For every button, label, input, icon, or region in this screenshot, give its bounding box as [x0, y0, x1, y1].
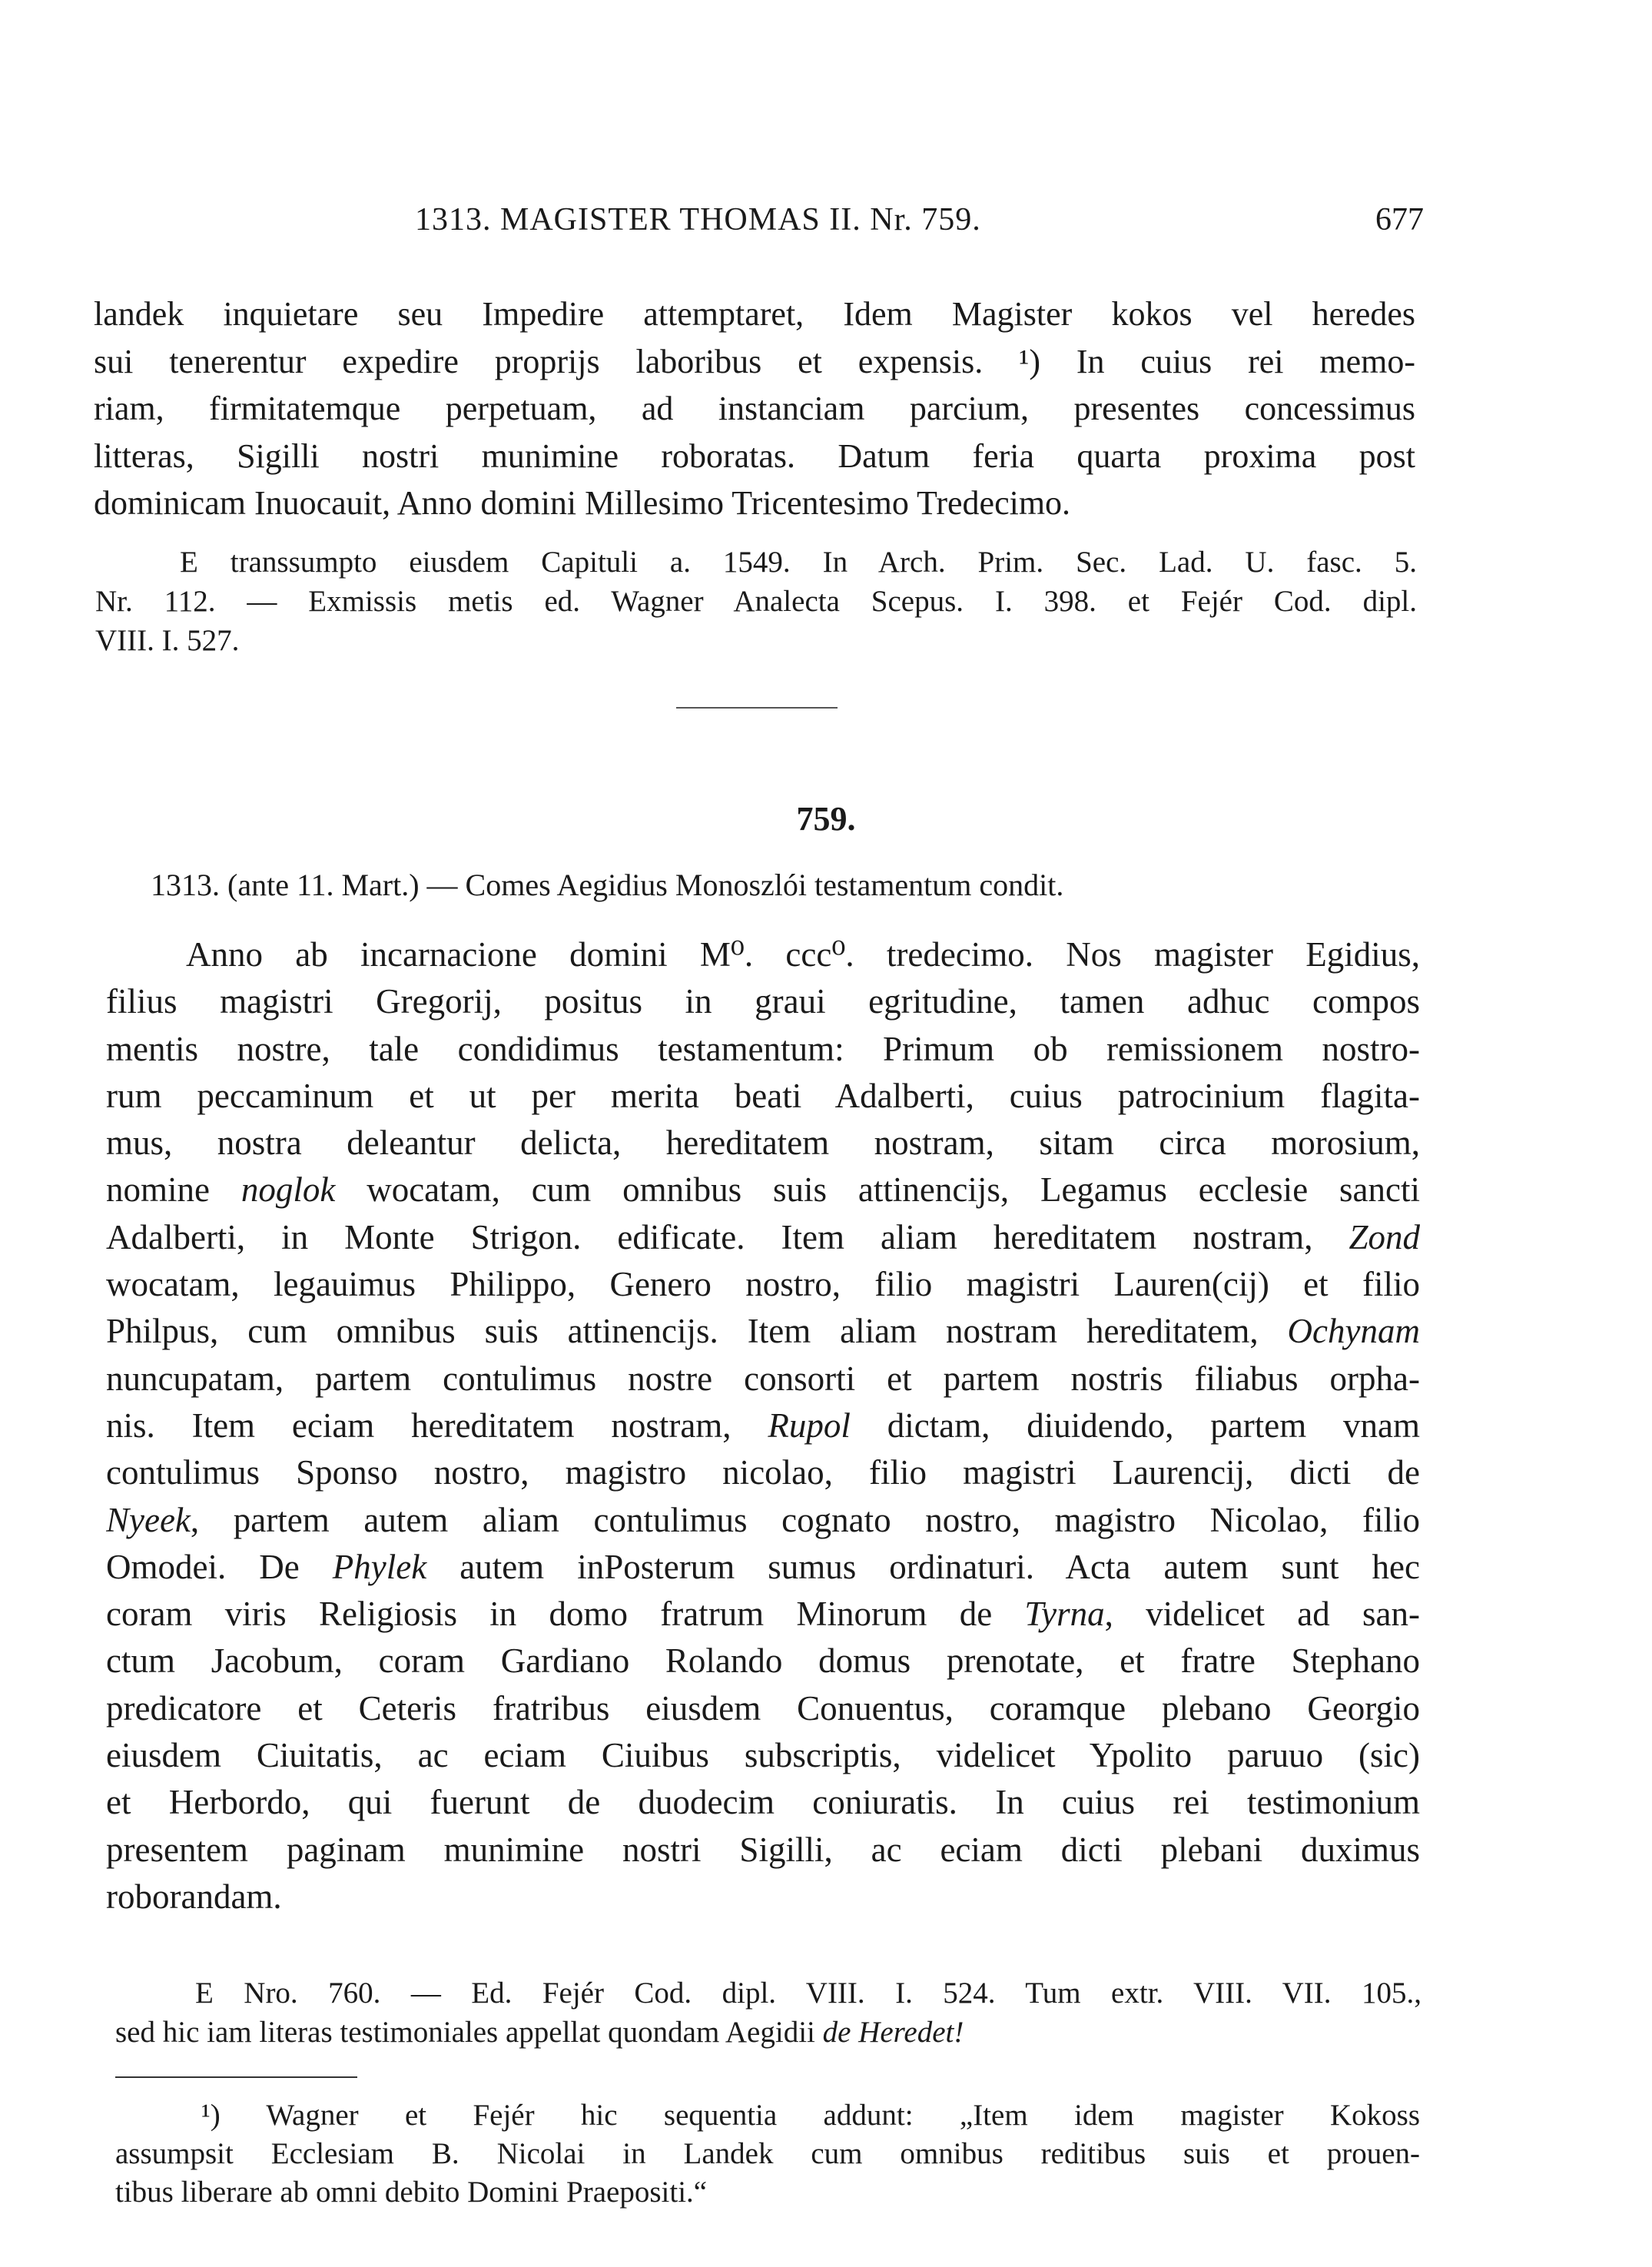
text-line: litteras, Sigilli nostri munimine roboratas. Datum feria quarta proxima post	[94, 436, 1415, 475]
text-line: filius magistri Gregorij, positus in graui egritudine, tamen adhuc compos	[106, 982, 1420, 1021]
place-name-heredet: de Heredet!	[822, 2016, 964, 2049]
text-line: dominicam Inuocauit, Anno domini Millesimo Tricentesimo Tredecimo.	[94, 484, 1071, 522]
text-line: coram viris Religiosis in domo fratrum Minorum de Tyrna, videlicet ad san-	[106, 1595, 1420, 1634]
text-line: Nyeek, partem autem aliam contulimus cognato nostro, magistro Nicolao, filio	[106, 1500, 1420, 1539]
note-line	[115, 2013, 1421, 2052]
text-line: wocatam, legauimus Philippo, Genero nostro, filio magistri Lauren(cij) et filio	[106, 1265, 1420, 1304]
place-name-noglok: noglok	[241, 1170, 336, 1210]
text-line: nomine noglok wocatam, cum omnibus suis attinencijs, Legamus ecclesie sancti	[106, 1170, 1420, 1210]
text-line: Anno ab incarnacione domini M⁰. ccc⁰. tredecimo. Nos magister Egidius,	[186, 935, 1420, 974]
place-name-rupol: Rupol	[768, 1406, 851, 1445]
text-line: contulimus Sponso nostro, magistro nicolao, filio magistri Laurencij, dicti de	[106, 1453, 1420, 1492]
text-line: mus, nostra deleantur delicta, hereditatem nostram, sitam circa morosium,	[106, 1124, 1420, 1163]
section-divider	[676, 707, 838, 709]
text-line: rum peccaminum et ut per merita beati Adalberti, cuius patrocinium flagita-	[106, 1076, 1420, 1115]
text-line: landek inquietare seu Impedire attemptaret, Idem Magister kokos vel heredes	[94, 295, 1415, 333]
text-line: ctum Jacobum, coram Gardiano Rolando domus prenotate, et fratre Stephano	[106, 1641, 1420, 1681]
charter-number: 759.	[796, 800, 856, 838]
charter-source-note	[115, 1973, 1421, 2052]
charter-regest: 1313. (ante 11. Mart.) — Comes Aegidius Monoszlói testamentum condit.	[151, 868, 1064, 902]
previous-charter-text	[94, 290, 1415, 527]
footnote	[115, 2096, 1420, 2212]
charter-text	[106, 931, 1420, 1920]
text-line: mentis nostre, tale condidimus testamentum: Primum ob remissionem nostro-	[106, 1029, 1420, 1068]
note-line: E Nro. 760. — Ed. Fejér Cod. dipl. VIII. I. 524. Tum extr. VIII. VII. 105.,	[195, 1977, 1421, 2010]
text-line: predicatore et Ceteris fratribus eiusdem Conuentus, coramque plebano Georgio	[106, 1688, 1420, 1728]
note-line: E transsumpto eiusdem Capituli a. 1549. In Arch. Prim. Sec. Lad. U. fasc. 5.	[180, 546, 1417, 579]
text-line: Adalberti, in Monte Strigon. edificate. Item aliam hereditatem nostram, Zond	[106, 1217, 1420, 1256]
note-line: Nr. 112. — Exmissis metis ed. Wagner Analecta Scepus. I. 398. et Fejér Cod. dipl.	[95, 585, 1417, 618]
text-line: roborandam.	[106, 1877, 282, 1916]
footnote-line: tibus liberare ab omni debito Domini Praepositi.“	[115, 2176, 708, 2209]
place-name-phylek: Phylek	[332, 1547, 427, 1586]
place-name-ochynam: Ochynam	[1287, 1312, 1420, 1351]
text-line: et Herbordo, qui fuerunt de duodecim coniuratis. In cuius rei testimonium	[106, 1783, 1420, 1822]
text-line: riam, firmitatemque perpetuam, ad instanciam parcium, presentes concessimus	[94, 390, 1415, 427]
place-name-tyrna: Tyrna	[1024, 1595, 1105, 1634]
previous-source-note	[95, 543, 1417, 660]
text-line: eiusdem Ciuitatis, ac eciam Ciuibus subscriptis, videlicet Ypolito paruuo (sic)	[106, 1736, 1420, 1775]
text-line: presentem paginam munimine nostri Sigilli, ac eciam dicti plebani duximus	[106, 1830, 1420, 1869]
footnote-line: ¹) Wagner et Fejér hic sequentia addunt: „Item idem magister Kokoss	[201, 2099, 1420, 2132]
text-line: sui tenerentur expedire proprijs laboribus et expensis. ¹) In cuius rei memo-	[94, 342, 1415, 380]
running-head: 1313. MAGISTER THOMAS II. Nr. 759.	[415, 202, 981, 237]
footnote-divider	[115, 2076, 357, 2078]
text-line: nuncupatam, partem contulimus nostre consorti et partem nostris filiabus orpha-	[106, 1359, 1420, 1398]
note-text: sed hic iam literas testimoniales appellat quondam Aegidii	[115, 2016, 815, 2049]
text-line: Omodei. De Phylek autem inPosterum sumus ordinaturi. Acta autem sunt hec	[106, 1547, 1420, 1586]
text-line: nis. Item eciam hereditatem nostram, Rupol dictam, diuidendo, partem vnam	[106, 1406, 1420, 1445]
place-name-zond: Zond	[1348, 1217, 1420, 1256]
place-name-nyeek: Nyeek	[106, 1500, 191, 1539]
page-number: 677	[1375, 202, 1424, 237]
text-line: Philpus, cum omnibus suis attinencijs. Item aliam nostram hereditatem, Ochynam	[106, 1312, 1420, 1351]
note-line: VIII. I. 527.	[95, 624, 240, 657]
footnote-line: assumpsit Ecclesiam B. Nicolai in Landek cum omnibus reditibus suis et prouen-	[115, 2137, 1420, 2170]
